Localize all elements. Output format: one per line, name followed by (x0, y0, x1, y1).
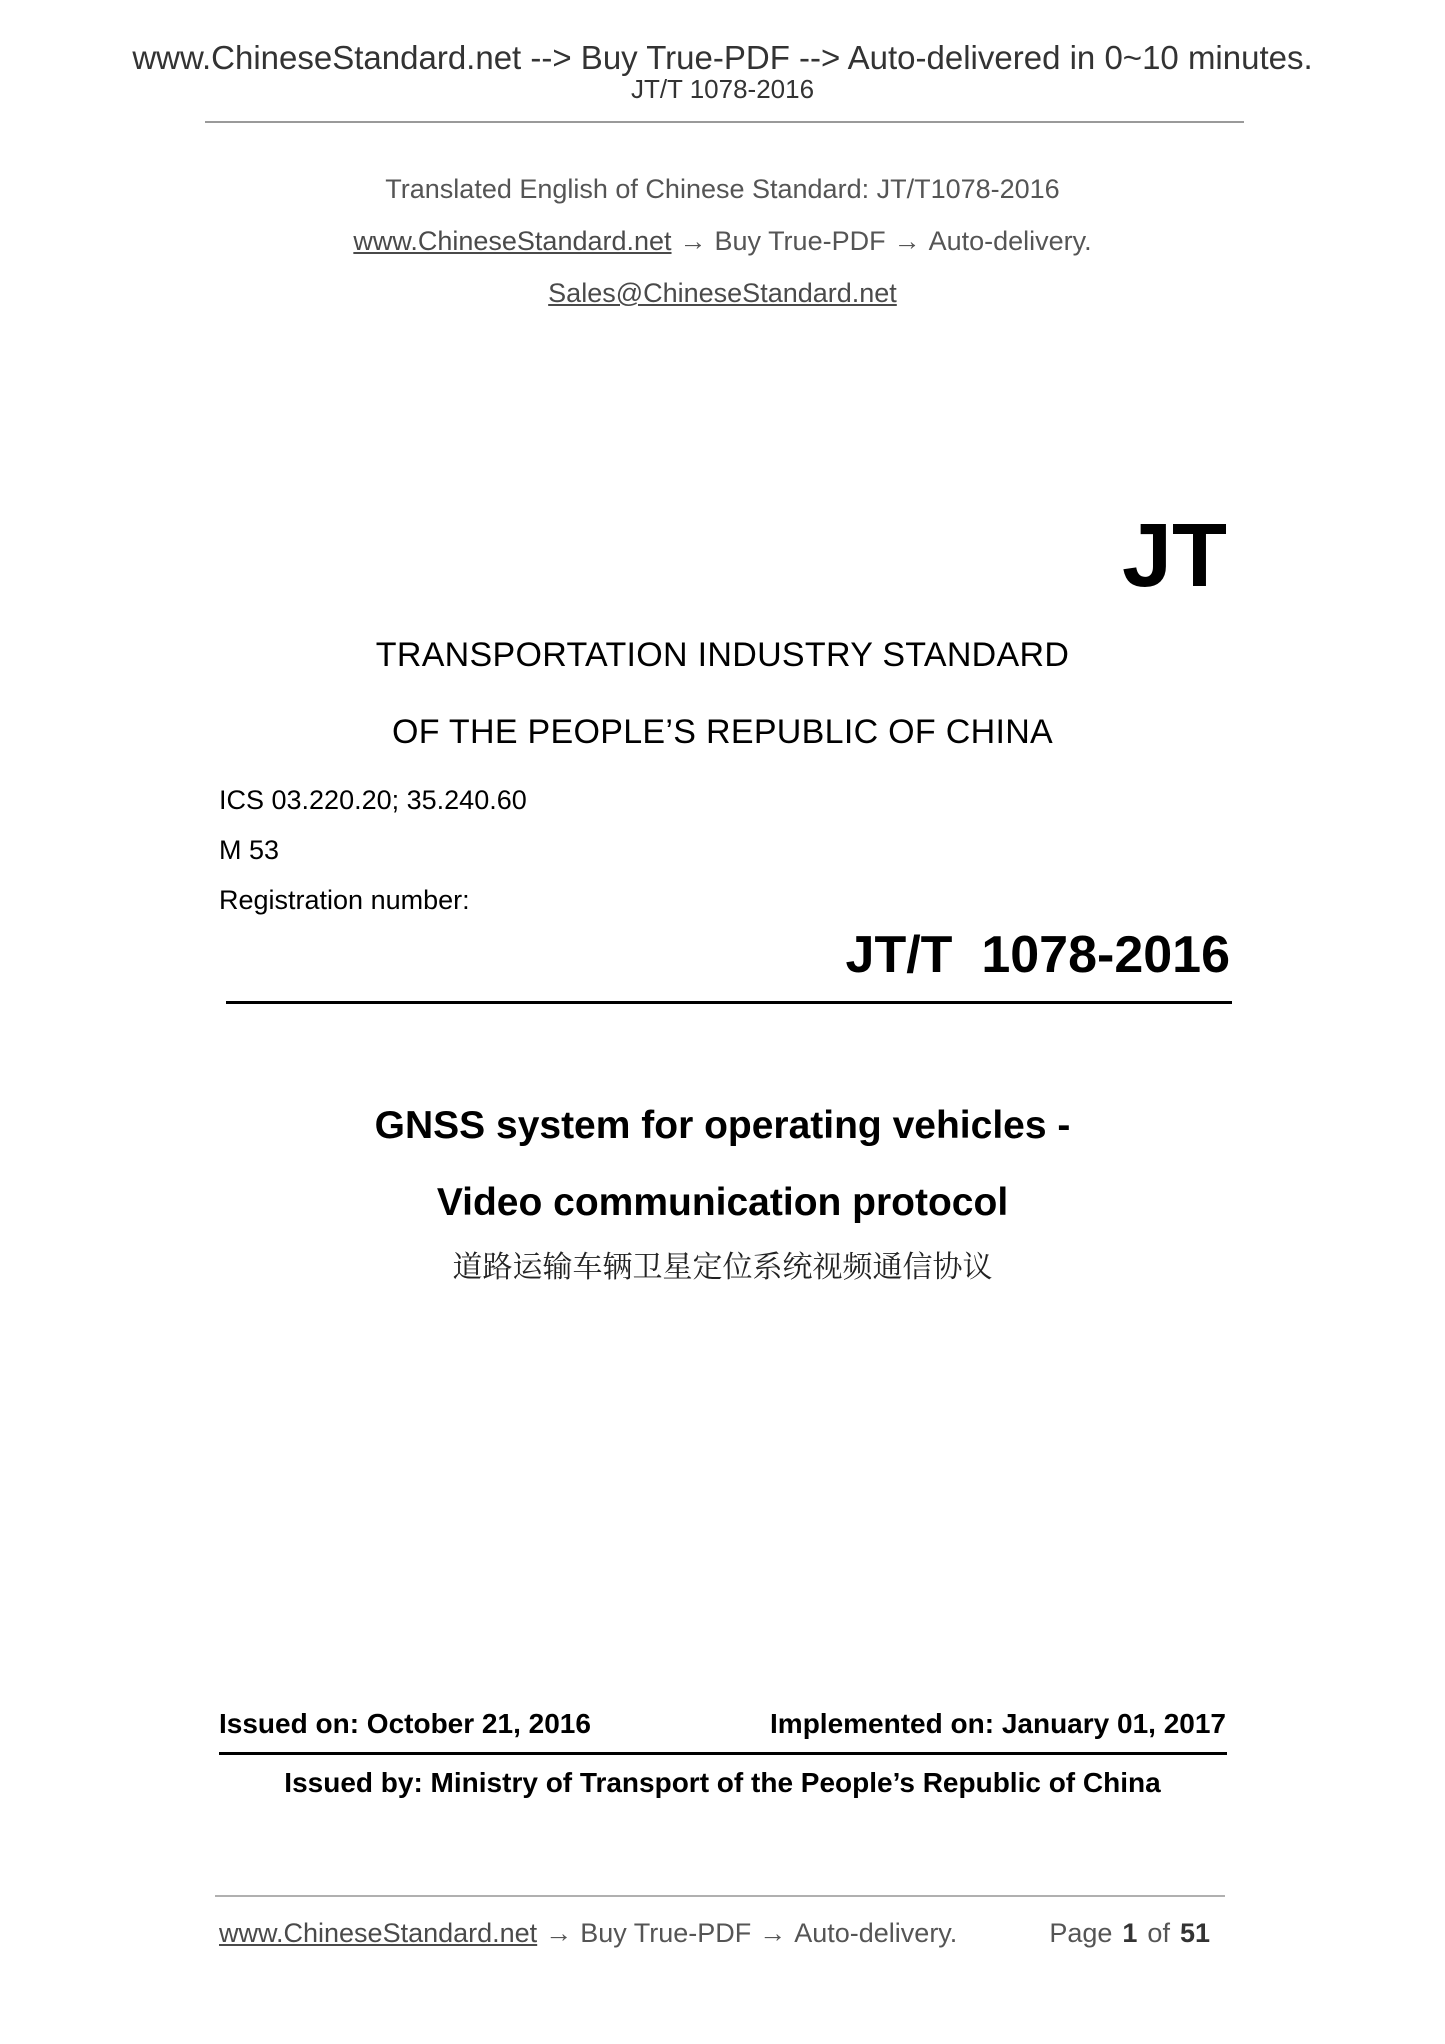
standard-number: JT/T 1078-2016 (845, 926, 1230, 984)
chinese-title: 道路运输车辆卫星定位系统视频通信协议 (452, 1250, 993, 1285)
page-indicator (1049, 1917, 1220, 1949)
site-link[interactable]: www.ChineseStandard.net (353, 226, 672, 256)
page-of-label: of (1147, 1918, 1170, 1948)
jt-logo: JT (1121, 506, 1227, 606)
buy-line (0, 225, 1445, 257)
footer-buy-text: Buy True-PDF (580, 1918, 752, 1948)
top-banner: www.ChineseStandard.net --> Buy True-PDF --> Auto-delivered in 0~10 minutes. (132, 39, 1313, 76)
translation-notice: Translated English of Chinese Standard: JT/T1078-2016 (385, 174, 1060, 204)
arrow-right-icon: → (545, 1918, 573, 1948)
email-line (0, 277, 1445, 309)
title-divider (226, 1001, 1232, 1004)
issue-divider (219, 1752, 1227, 1755)
issued-on-date: Issued on: October 21, 2016 (219, 1708, 591, 1739)
page-label: Page (1049, 1918, 1113, 1948)
category-code: M 53 (219, 835, 280, 865)
industry-title-line1: TRANSPORTATION INDUSTRY STANDARD (375, 636, 1070, 674)
footer-divider (215, 1895, 1225, 1897)
email-link[interactable]: Sales@ChineseStandard.net (548, 278, 897, 308)
arrow-right-icon: → (893, 226, 921, 256)
buy-text: Buy True-PDF (714, 226, 886, 256)
arrow-right-icon: → (759, 1918, 787, 1948)
page-total: 51 (1179, 1918, 1210, 1948)
implemented-on-date: Implemented on: January 01, 2017 (770, 1708, 1226, 1739)
issued-by: Issued by: Ministry of Transport of the People’s Republic of China (284, 1767, 1161, 1798)
footer-buy-line (219, 1917, 957, 1949)
arrow-right-icon: → (679, 226, 707, 256)
delivery-text: Auto-delivery. (928, 226, 1092, 256)
footer-site-link[interactable]: www.ChineseStandard.net (219, 1918, 538, 1948)
registration-number-label: Registration number: (219, 885, 470, 915)
ics-code: ICS 03.220.20; 35.240.60 (219, 785, 527, 815)
document-title-line1: GNSS system for operating vehicles - (374, 1104, 1071, 1147)
industry-title-line2: OF THE PEOPLE’S REPUBLIC OF CHINA (391, 713, 1054, 751)
footer-delivery-text: Auto-delivery. (794, 1918, 958, 1948)
running-header-code: JT/T 1078-2016 (630, 74, 815, 104)
document-title-line2: Video communication protocol (436, 1181, 1009, 1224)
header-divider (205, 121, 1244, 123)
page-current: 1 (1122, 1918, 1138, 1948)
